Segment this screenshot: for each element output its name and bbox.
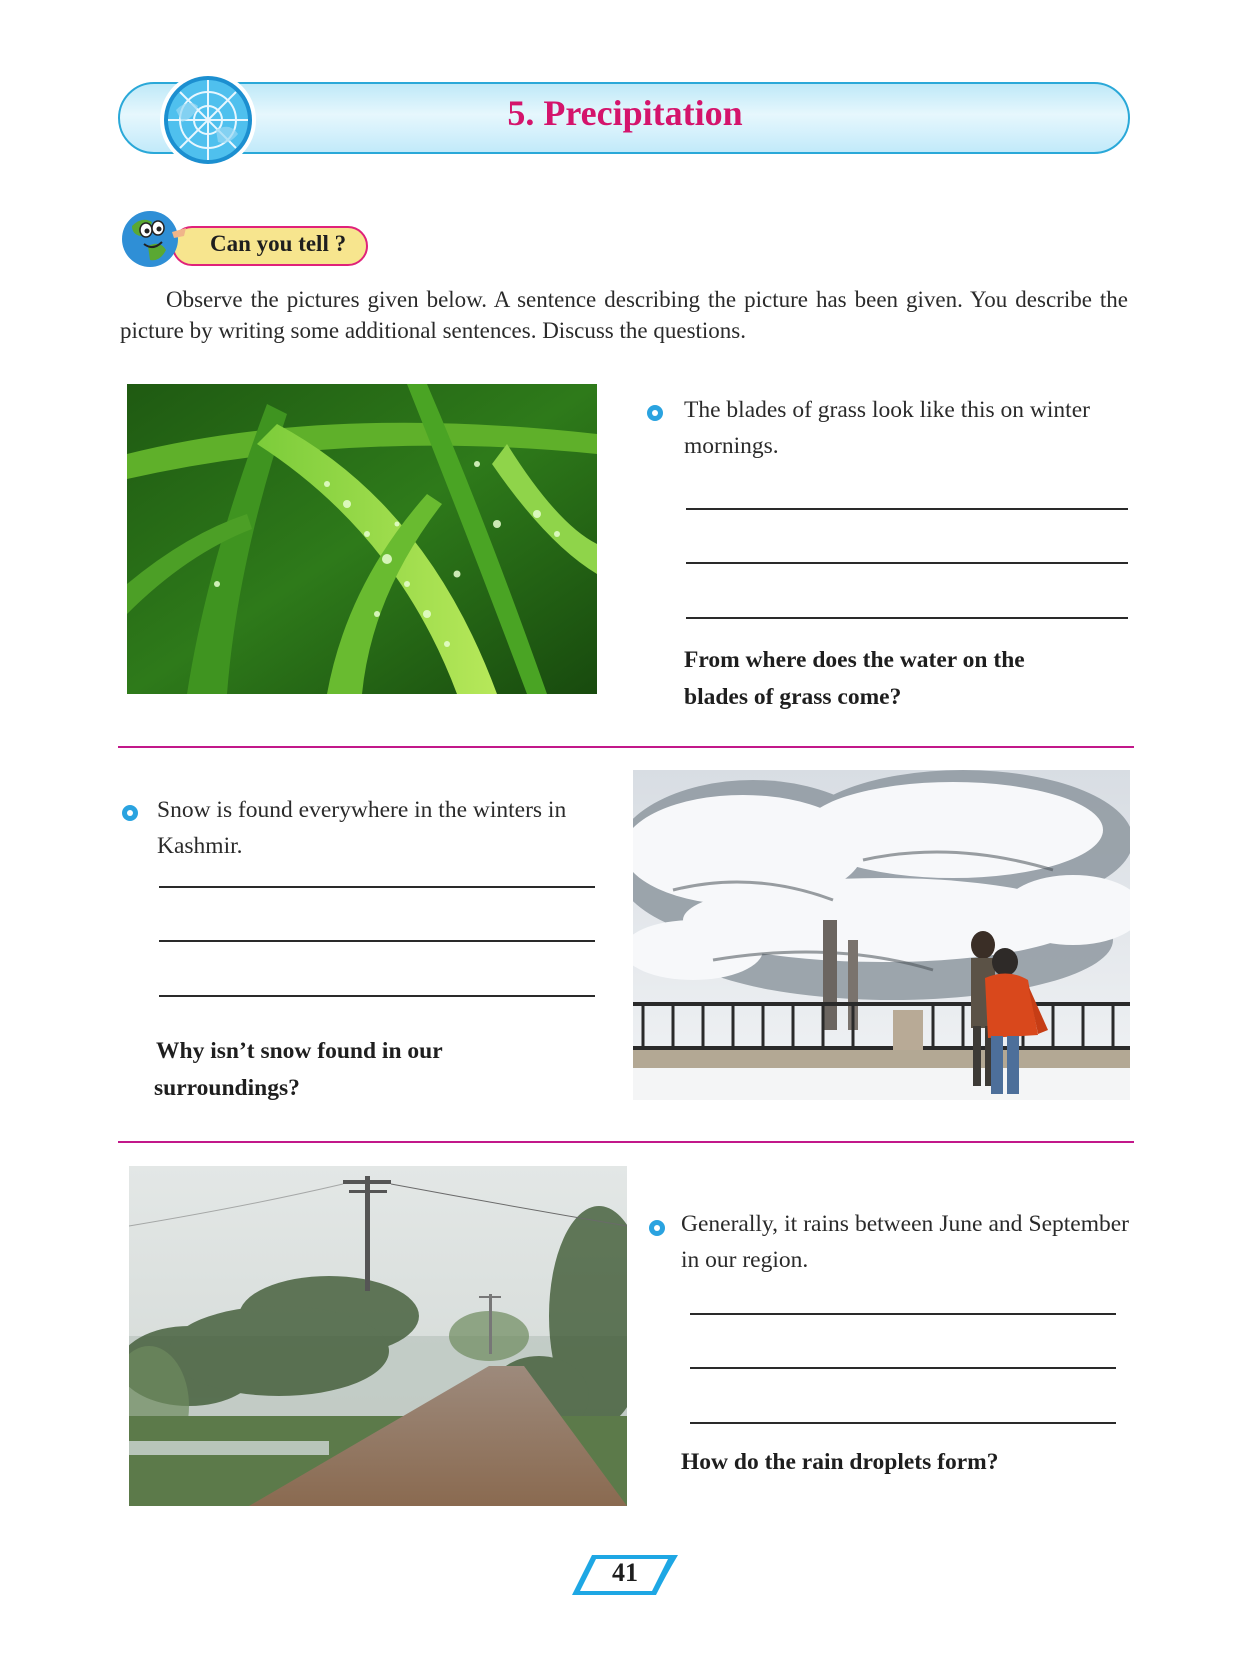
question-text: From where does the water on the (684, 647, 1025, 673)
question-text: Why isn’t snow found in our (156, 1038, 443, 1064)
globe-icon (158, 70, 258, 170)
intro-paragraph: Observe the pictures given below. A sentence describing the picture has been given. You describe the picture by writing some additional sentences. Discuss the questions. (120, 287, 1128, 343)
section-divider (118, 1141, 1134, 1143)
question-text: How do the rain droplets form? (681, 1449, 999, 1475)
question-text: blades of grass come? (684, 684, 902, 710)
page-number: 41 (612, 1558, 638, 1587)
section-divider (118, 746, 1134, 748)
answer-line[interactable] (159, 886, 595, 888)
earth-mascot-icon (120, 206, 190, 272)
question-text: surroundings? (154, 1075, 300, 1101)
answer-line[interactable] (686, 562, 1128, 564)
answer-line[interactable] (159, 940, 595, 942)
bullet-flower-icon (648, 1219, 666, 1237)
answer-line[interactable] (690, 1313, 1116, 1315)
answer-line[interactable] (690, 1422, 1116, 1424)
answer-line[interactable] (690, 1367, 1116, 1369)
answer-line[interactable] (686, 617, 1128, 619)
statement-text: The blades of grass look like this on winter mornings. (684, 397, 1090, 459)
chapter-title: 5. Precipitation (507, 93, 743, 133)
answer-line[interactable] (159, 995, 595, 997)
bullet-flower-icon (646, 404, 664, 422)
answer-line[interactable] (686, 508, 1128, 510)
statement-text: Snow is found everywhere in the winters in Kashmir. (157, 797, 567, 859)
dew-grass-photo (127, 384, 597, 694)
bullet-flower-icon (121, 804, 139, 822)
snow-kashmir-photo (633, 770, 1130, 1100)
rainy-road-photo (129, 1166, 627, 1506)
section-label: Can you tell ? (210, 231, 347, 256)
statement-text: Generally, it rains between June and September in our region. (681, 1211, 1129, 1273)
